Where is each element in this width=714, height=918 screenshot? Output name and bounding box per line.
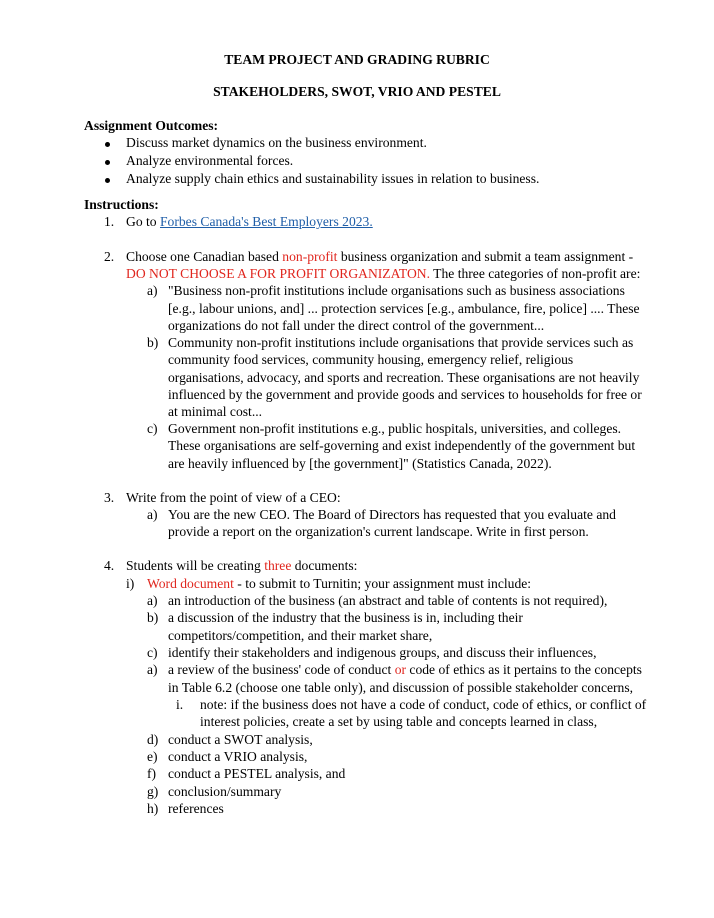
instruction-3: Write from the point of view of a CEO:: [126, 490, 341, 505]
list-label: i): [126, 576, 135, 591]
list-label: b): [147, 335, 159, 350]
instruction-2-line2: [126, 265, 640, 283]
list-item-line: organizations do not fall under the direct control of the government...: [168, 318, 545, 333]
list-item-line: conduct a VRIO analysis,: [168, 749, 308, 764]
text-span: Students will be creating: [126, 558, 265, 573]
highlight-text: non-profit: [282, 249, 338, 264]
note-line: interest policies, create a set by using table and concepts learned in class,: [200, 714, 598, 729]
list-item-line: organisations, advocacy, and sports and recreation. These organisations are not heavily: [168, 370, 640, 385]
list-item-line: "Business non-profit institutions include organisations such as business associations: [168, 283, 625, 298]
list-label: h): [147, 801, 159, 816]
list-label: a): [147, 283, 158, 298]
instruction-1-text: Go to: [126, 214, 160, 229]
text-span: Choose one Canadian based: [126, 249, 283, 264]
text-span: documents:: [291, 558, 358, 573]
list-item-line: conduct a SWOT analysis,: [168, 732, 313, 747]
list-item-line: at minimal cost...: [168, 404, 263, 419]
highlight-text: Word document: [147, 576, 234, 591]
list-item-line: a discussion of the industry that the business is in, including their: [168, 610, 523, 625]
list-label: a): [147, 593, 158, 608]
list-label: e): [147, 749, 158, 764]
instructions-heading: Instructions:: [84, 197, 159, 212]
outcome-item: Analyze supply chain ethics and sustainability issues in relation to business.: [126, 171, 540, 186]
outcomes-heading: Assignment Outcomes:: [84, 118, 219, 133]
forbes-link[interactable]: Forbes Canada's Best Employers 2023.: [159, 214, 373, 229]
list-item-line: competitors/competition, and their market share,: [168, 628, 433, 643]
note-line: note: if the business does not have a code of conduct, code of ethics, or conflict of: [200, 697, 647, 712]
bullet-icon: [105, 178, 110, 183]
instruction-4: [126, 557, 357, 575]
list-label: f): [147, 766, 157, 781]
list-label: c): [147, 421, 158, 436]
list-item-line: references: [168, 801, 224, 816]
list-label: a): [147, 507, 158, 522]
list-number: 3.: [104, 490, 115, 505]
document-title: TEAM PROJECT AND GRADING RUBRIC: [224, 52, 490, 67]
text-span: code of ethics as it pertains to the concepts: [406, 662, 642, 677]
list-item-line: [e.g., labour unions, and] ... protection services [e.g., ambulance, fire, police] .... These: [168, 301, 640, 316]
list-label: a): [147, 662, 158, 677]
highlight-text: three: [264, 558, 292, 573]
list-label: g): [147, 784, 159, 799]
text-span: business organization and submit a team assignment -: [337, 249, 634, 264]
outcome-item: Discuss market dynamics on the business environment.: [126, 135, 427, 150]
word-document-line: [147, 575, 531, 593]
text-span: The three categories of non-profit are:: [430, 266, 641, 281]
text-span: - to submit to Turnitin; your assignment must include:: [233, 576, 532, 591]
list-label: b): [147, 610, 159, 625]
text-span: a review of the business' code of conduct: [168, 662, 395, 677]
list-label: i.: [176, 697, 184, 712]
list-item-line: conclusion/summary: [168, 784, 282, 799]
list-number: 4.: [104, 558, 115, 573]
document-subtitle: STAKEHOLDERS, SWOT, VRIO AND PESTEL: [213, 84, 501, 99]
list-item-line: These organisations are self-governing and exist independently of the government but: [168, 438, 636, 453]
instruction-1: [126, 213, 373, 231]
list-number: 2.: [104, 249, 115, 264]
list-item-line: Community non-profit institutions include organisations that provide services such as: [168, 335, 634, 350]
list-item-line: Government non-profit institutions e.g., public hospitals, universities, and colleges.: [168, 421, 622, 436]
list-item-line: provide a report on the organization's current landscape. Write in first person.: [168, 524, 589, 539]
outcome-item: Analyze environmental forces.: [126, 153, 294, 168]
bullet-icon: [105, 160, 110, 165]
list-item-line: influenced by the government and provide goods and services to households for free or: [168, 387, 642, 402]
list-item-line: community food services, community housing, emergency relief, religious: [168, 352, 574, 367]
instruction-2-line1: [126, 248, 633, 266]
list-item-line: You are the new CEO. The Board of Directors has requested that you evaluate and: [168, 507, 616, 522]
code-of-conduct-line: [168, 661, 642, 679]
list-label: d): [147, 732, 159, 747]
list-item-line: conduct a PESTEL analysis, and: [168, 766, 346, 781]
warning-text: DO NOT CHOOSE A FOR PROFIT ORGANIZATON.: [126, 266, 431, 281]
list-label: c): [147, 645, 158, 660]
list-item-line: identify their stakeholders and indigenous groups, and discuss their influences,: [168, 645, 597, 660]
highlight-text: or: [394, 662, 407, 677]
bullet-icon: [105, 142, 110, 147]
list-item-line: an introduction of the business (an abstract and table of contents is not required),: [168, 593, 608, 608]
list-item-line: are heavily influenced by [the government]" (Statistics Canada, 2022).: [168, 456, 552, 471]
list-item-line: in Table 6.2 (choose one table only), and discussion of possible stakeholder concerns,: [168, 680, 634, 695]
list-number: 1.: [104, 214, 115, 229]
